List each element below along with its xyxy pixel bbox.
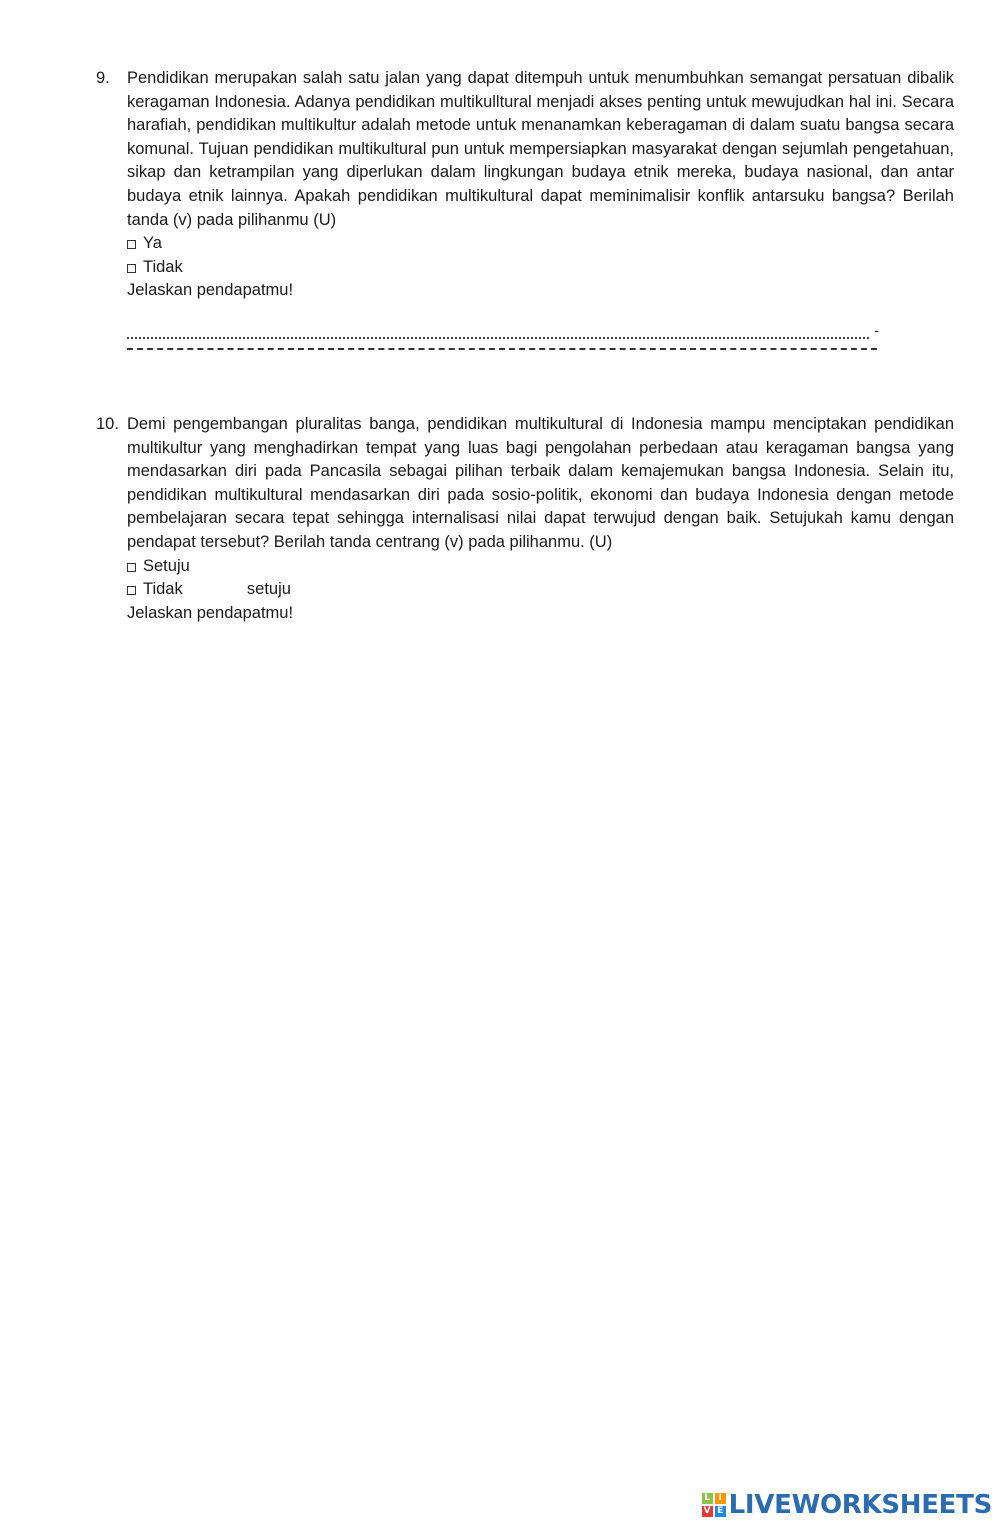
option-setuju[interactable] xyxy=(127,555,954,579)
checkbox-icon[interactable] xyxy=(127,563,136,572)
option-label: Tidak setuju xyxy=(143,580,291,599)
option-label: Tidak xyxy=(143,257,183,276)
explain-prompt: Jelaskan pendapatmu! xyxy=(127,281,294,300)
answer-area[interactable] xyxy=(127,315,877,350)
option-tidak-setuju[interactable] xyxy=(127,578,954,602)
option-ya[interactable] xyxy=(127,232,954,256)
logo-text: LIVEWORKSHEETS xyxy=(728,1490,992,1520)
option-label: Ya xyxy=(143,234,162,253)
option-tidak[interactable] xyxy=(127,256,954,280)
answer-dotted-line[interactable] xyxy=(127,315,879,339)
question-number: 9. xyxy=(96,69,110,87)
option-label: Setuju xyxy=(143,556,190,575)
question-text: Demi pengembangan pluralitas banga, pendidikan multikultural di Indonesia mampu menciptakan pendidikan multikultur yang menghadirkan tempat yang luas bagi pengolahan perbedaan atau keragaman bangsa yang mendasarkan diri pada Pancasila sebagai pilihan terbaik dalam kemajemukan bangsa Indonesia. Selain itu, pendidikan multikultural mendasarkan diri pada sosio-politik, ekonomi dan budaya Indonesia dengan metode pembelajaran secara tepat sehingga internalisasi nilai dapat terwujud dengan baik. Setujukah kamu dengan pendapat tersebut? Berilah tanda centrang (v) pada pilihanmu. (U) xyxy=(127,415,954,551)
question-body xyxy=(127,413,954,625)
question-9 xyxy=(96,67,954,350)
logo-letter: V xyxy=(702,1506,713,1517)
logo-mark-icon xyxy=(702,1493,726,1517)
checkbox-icon[interactable] xyxy=(127,264,136,273)
checkbox-icon[interactable] xyxy=(127,586,136,595)
logo-letter: I xyxy=(715,1493,726,1504)
answer-dashed-line[interactable] xyxy=(127,348,877,350)
answer-line-trail: - xyxy=(874,321,879,338)
question-10 xyxy=(96,413,954,625)
question-number: 10. xyxy=(96,415,119,433)
liveworksheets-logo xyxy=(702,1490,992,1520)
checkbox-icon[interactable] xyxy=(127,240,136,249)
question-text: Pendidikan merupakan salah satu jalan yang dapat ditempuh untuk menumbuhkan semangat persatuan dibalik keragaman Indonesia. Adanya pendidikan multikulltural menjadi akses penting untuk mewujudkan hal ini. Secara harafiah, pendidikan multikultur adalah metode untuk menanamkan keberagaman di dalam suatu bangsa secara komunal. Tujuan pendidikan multikultural pun untuk mempersiapkan masyarakat dengan sejumlah pengetahuan, sikap dan ketrampilan yang diperlukan dalam lingkungan budaya etnik mereka, budaya nasional, dan antar budaya etnik lainnya. Apakah pendidikan multikultural dapat meminimalisir konflik antarsuku bangsa? Berilah tanda (v) pada pilihanmu (U) xyxy=(127,69,954,229)
logo-letter: L xyxy=(702,1493,713,1504)
question-body xyxy=(127,67,954,350)
logo-letter: E xyxy=(715,1506,726,1517)
explain-prompt: Jelaskan pendapatmu! xyxy=(127,603,294,622)
